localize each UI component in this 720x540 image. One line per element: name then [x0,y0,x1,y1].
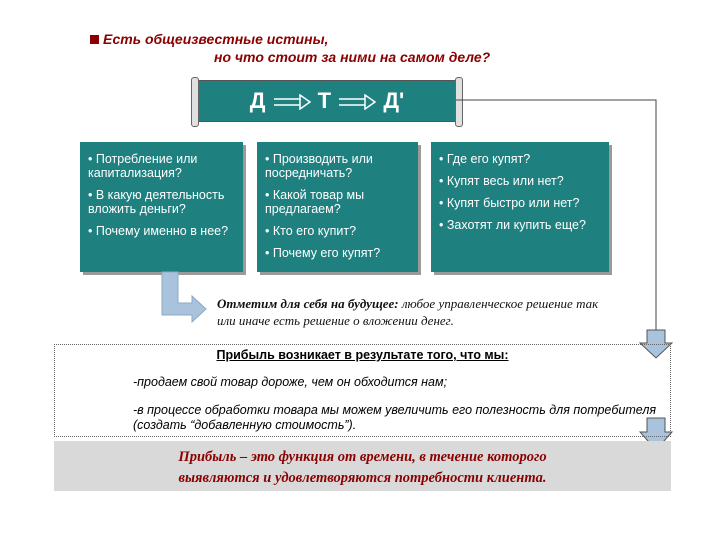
conclusion-line-1: Прибыль – это функция от времени, в течение которого [178,449,547,465]
question-item: • Почему его купят? [265,246,381,260]
flow-end: Д' [383,88,405,113]
question-item: • Почему именно в нее? [88,224,229,238]
question-item: • Потребление или капитализация? [88,152,198,180]
profit-box [54,344,671,437]
profit-item-2: -в процессе обработки товара мы можем увеличить его полезность для потребителя (создать “добавленную стоимость”). [133,403,657,432]
future-note [217,295,617,329]
question-item: • Захотят ли купить еще? [439,218,586,232]
conclusion-line-2: выявляются и удовлетворяются потребности клиента. [178,470,547,486]
question-item: • Где его купят? [439,152,531,166]
question-item: • Купят быстро или нет? [439,196,580,210]
flow-middle: Т [317,88,332,113]
profit-heading: Прибыль возникает в результате того, что мы: [216,348,509,362]
flow-start: Д [249,88,266,113]
title-line-1: Есть общеизвестные истины, [103,31,329,47]
profit-item-1: -продаем свой товар дороже, чем он обходится нам; [133,375,448,389]
question-item: • В какую деятельность вложить деньги? [88,188,225,216]
question-item: • Какой товар мы предлагаем? [265,188,365,216]
note-lead: Отметим для себя на будущее: [217,296,399,311]
title-line-2: но что стоит за ними на самом деле? [214,49,491,65]
question-item: • Производить или посредничать? [265,152,373,180]
conclusion-box [54,441,671,491]
question-item: • Кто его купит? [265,224,357,238]
note-rest: любое управленческое решение так или иначе есть решение о вложении денег. [217,296,599,328]
question-item: • Купят весь или нет? [439,174,564,188]
turn-right-arrow-icon [162,272,206,322]
